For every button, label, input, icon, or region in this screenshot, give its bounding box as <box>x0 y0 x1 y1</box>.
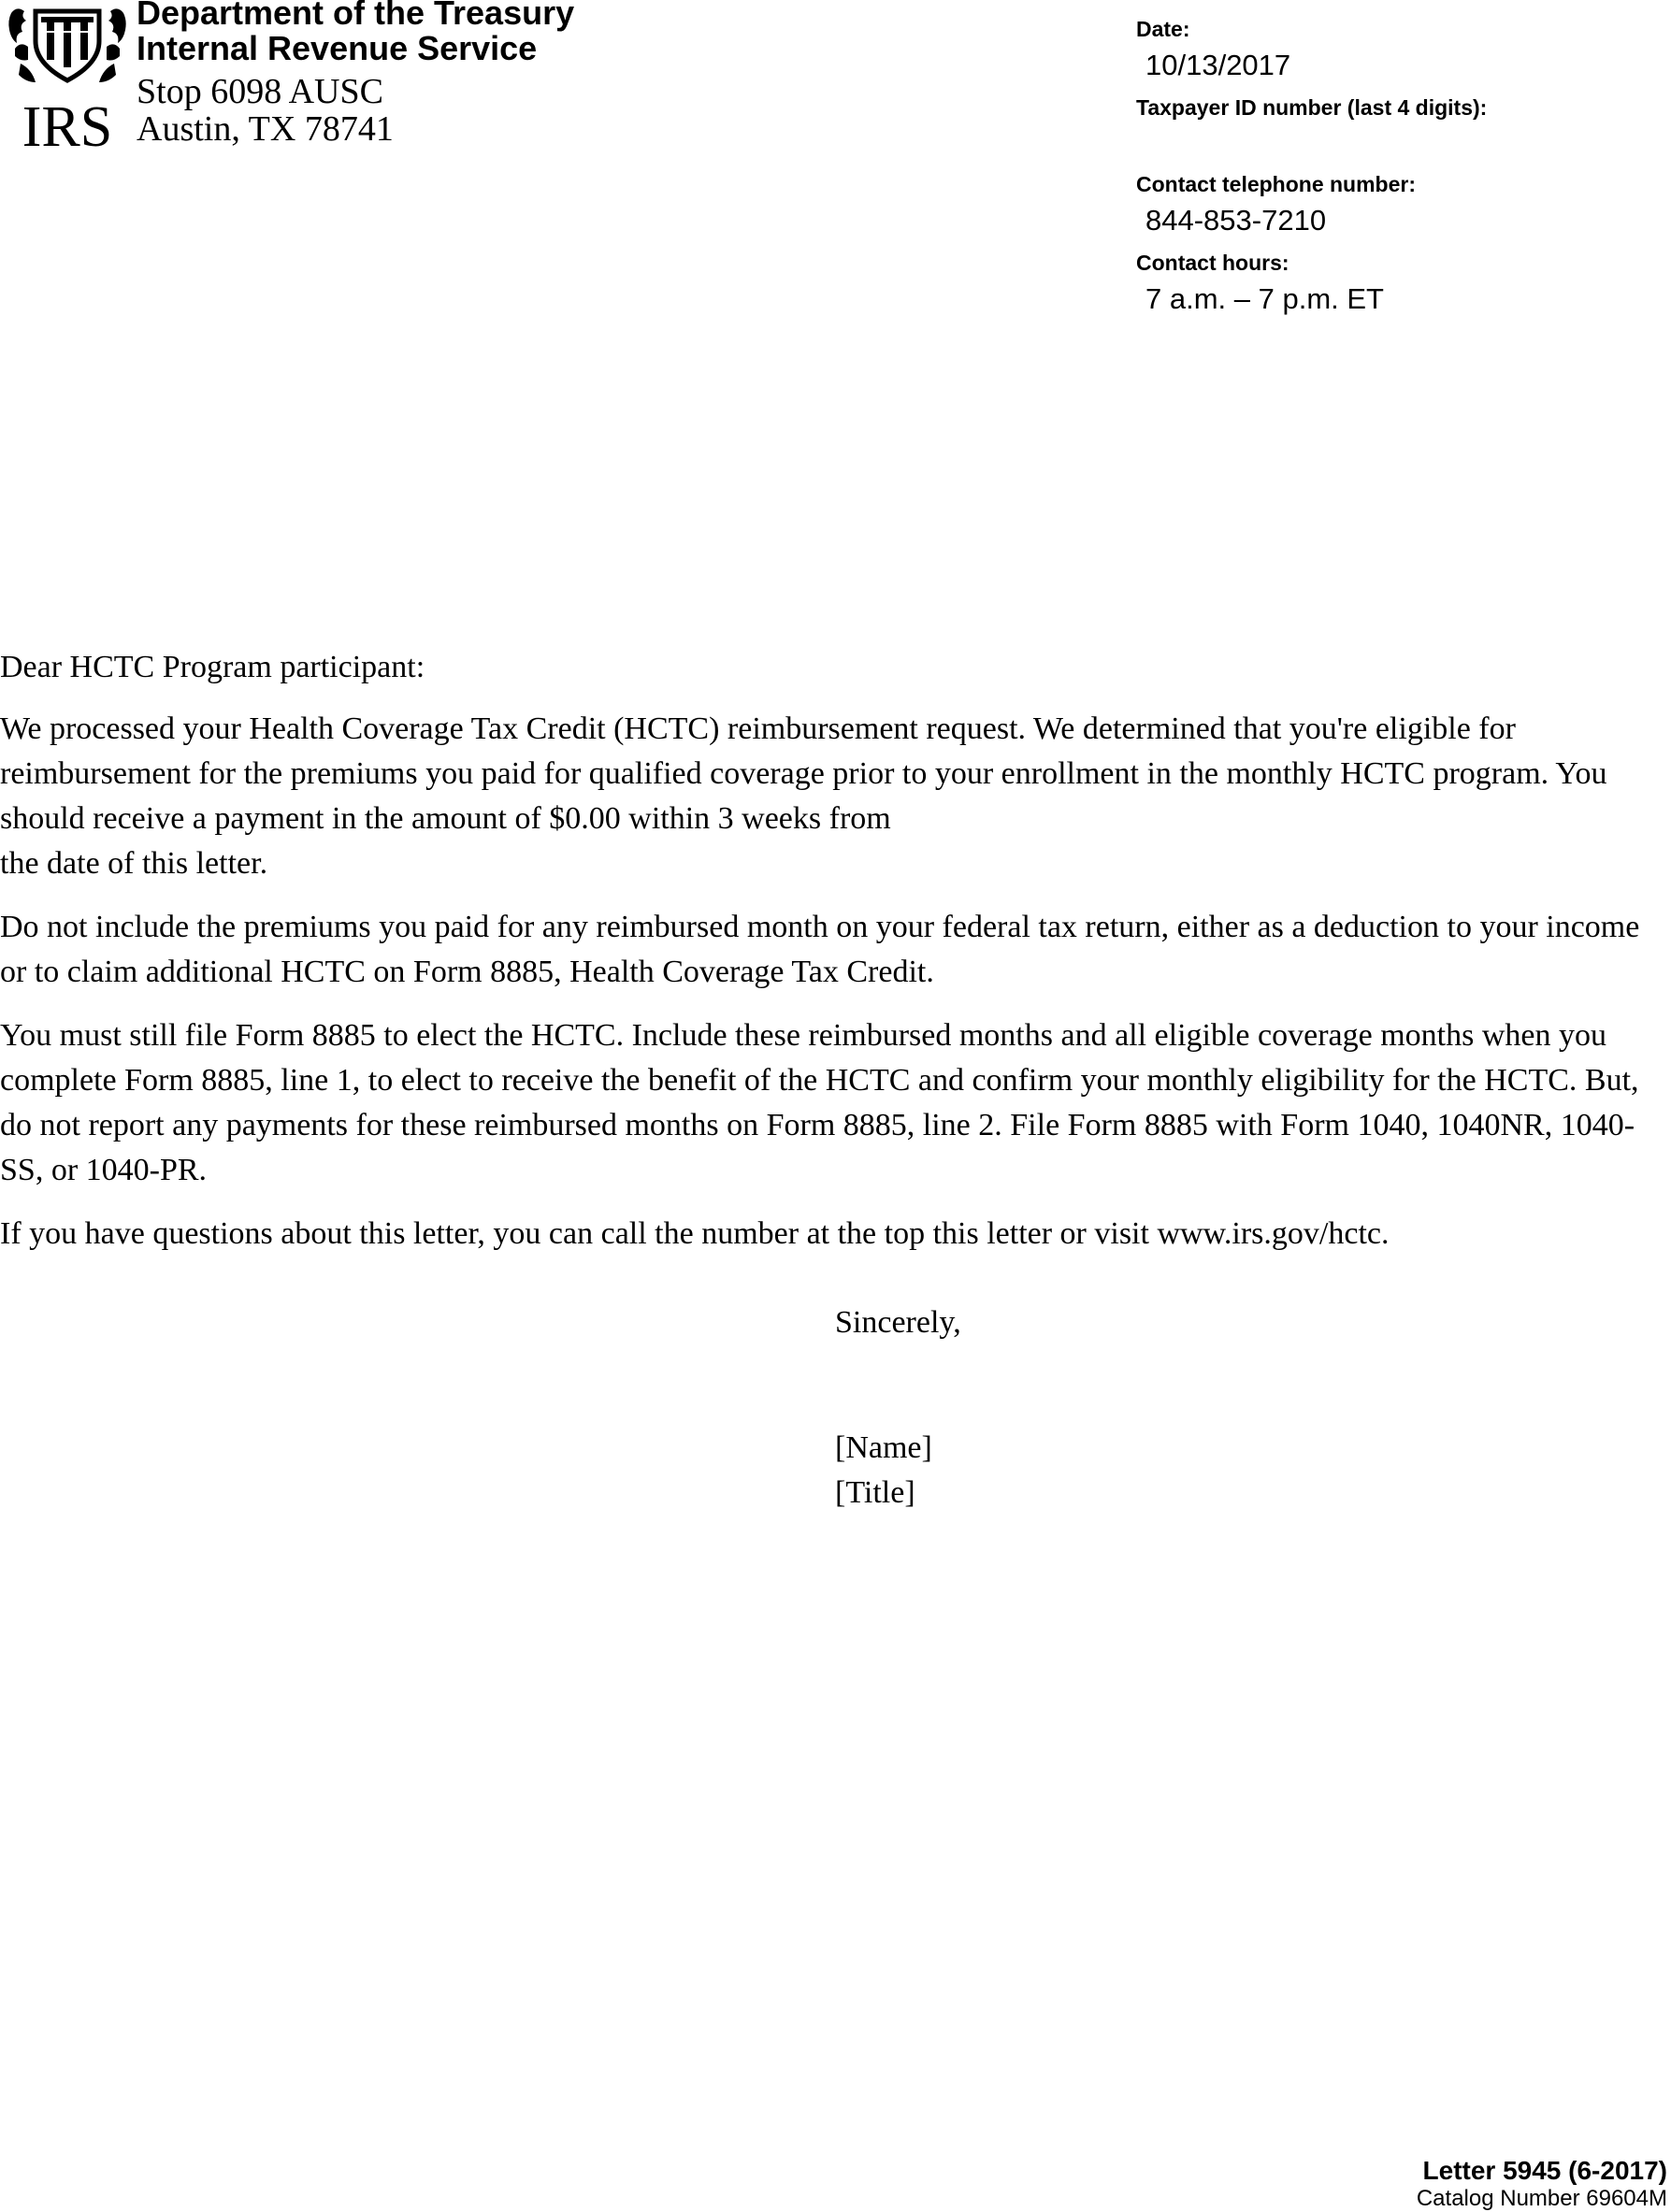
signer-title: [Title] <box>835 1475 915 1510</box>
svg-text:IRS: IRS <box>22 95 113 155</box>
letter-number: Letter 5945 (6-2017) <box>1422 2156 1667 2185</box>
closing: Sincerely, <box>835 1305 961 1340</box>
agency-name: Internal Revenue Service <box>137 29 538 67</box>
address-line-2: Austin, TX 78741 <box>137 109 394 149</box>
taxpayer-id-label: Taxpayer ID number (last 4 digits): <box>1136 95 1488 120</box>
paragraph-questions: If you have questions about this letter, you can call the number at the top this letter or visit www.irs.gov/hctc. <box>0 1216 1390 1251</box>
paragraph-reimbursement <box>0 707 1660 886</box>
address-line-1: Stop 6098 AUSC <box>137 72 383 111</box>
irs-eagle-icon <box>7 4 127 155</box>
phone-label: Contact telephone number: <box>1136 172 1417 196</box>
paragraph-reimbursement-end: the date of this letter. <box>0 846 268 881</box>
paragraph-reimbursement-text: We processed your Health Coverage Tax Credit (HCTC) reimbursement request. We determined that you're eligible for reimbursement for the premiums you paid for qualified coverage prior to your enrollment in the monthly HCTC program. You should receive a payment in the amount of $0.00 within 3 weeks from <box>0 711 1607 836</box>
date-label: Date: <box>1136 17 1190 41</box>
letter-body <box>0 645 1660 1275</box>
department-name: Department of the Treasury <box>137 0 575 32</box>
date-value: 10/13/2017 <box>1145 49 1291 81</box>
paragraph-form-8885: You must still file Form 8885 to elect the HCTC. Include these reimbursed months and all eligible coverage months when you complete Form 8885, line 1, to elect to receive the benefit of the HCTC and confirm your monthly eligibility for the HCTC. But, do not report any payments for these reimbursed months on Form 8885, line 2. File Form 8885 with Form 1040, 1040NR, 1040-SS, or 1040-PR. <box>0 1018 1639 1187</box>
salutation: Dear HCTC Program participant: <box>0 650 425 684</box>
hours-label: Contact hours: <box>1136 251 1289 275</box>
phone-value: 844-853-7210 <box>1145 204 1327 237</box>
paragraph-premiums: Do not include the premiums you paid for any reimbursed month on your federal tax return, either as a deduction to your income or to claim additional HCTC on Form 8885, Health Coverage Tax Credit. <box>0 910 1640 989</box>
irs-logo <box>7 4 127 155</box>
catalog-number: Catalog Number 69604M <box>1416 2186 1667 2211</box>
hours-value: 7 a.m. – 7 p.m. ET <box>1145 282 1384 315</box>
signer-name: [Name] <box>835 1430 932 1465</box>
